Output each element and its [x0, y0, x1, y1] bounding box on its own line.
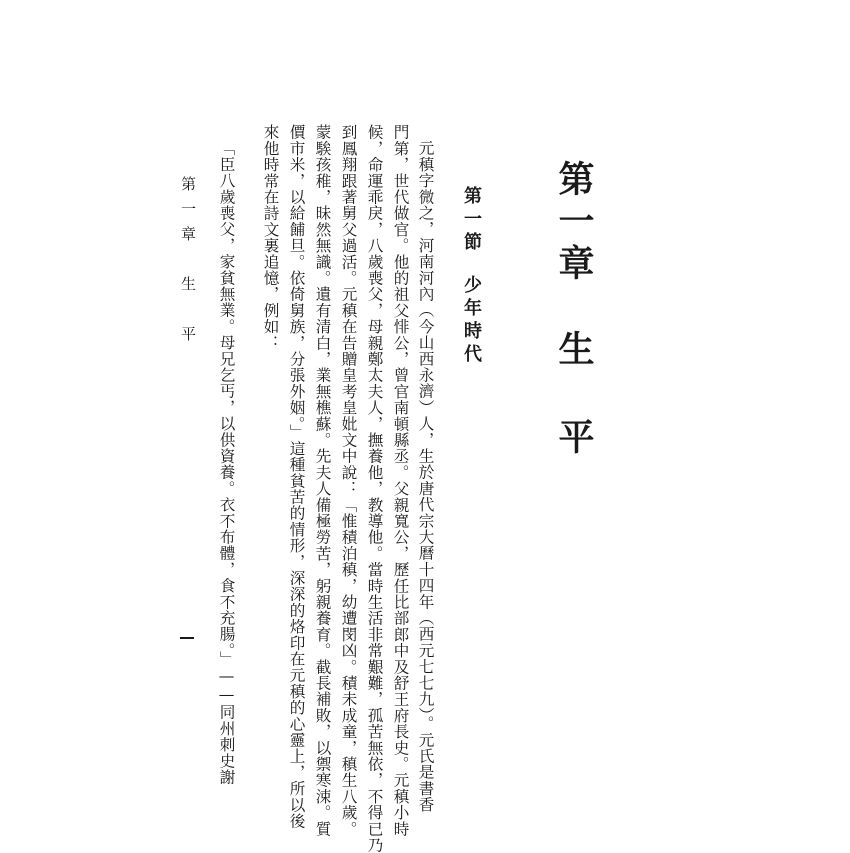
- chapter-title-word-1: 生: [553, 330, 595, 372]
- running-head: 第一章 生 平: [179, 176, 197, 351]
- body-column-7: 來他時常在詩文裏追憶，例如：: [261, 124, 280, 351]
- section-name: 少年時代: [461, 275, 482, 367]
- page-number: [180, 637, 194, 639]
- body-column-3: 候，命運乖戾，八歲喪父，母親鄭太夫人，撫養他，教導他。當時生活非常艱難，孤苦無依，不得已乃: [365, 124, 384, 853]
- chapter-title: [553, 160, 595, 460]
- body-column-4: 到鳳翔跟著舅父過活。元稹在告贈皇考皇妣文中說：「惟積泊稹，幼遭閔凶。積未成童，稹生八歲。: [339, 124, 358, 837]
- body-column-1: 元稹字微之，河南河內（今山西永濟）人，生於唐代宗大曆十四年（西元七七九）。元氏是書香: [416, 140, 435, 813]
- quote-column: 「臣八歲喪父，家貧無業。母兄乞丐，以供資養。衣不布體，食不充腸。」——同州刺史謝: [217, 140, 236, 785]
- body-column-6: 價市米，以給餔旦。依倚舅族，分張外姻。」這種貧苦的情形，深深的烙印在元稹的心靈上，所以後: [287, 124, 306, 829]
- section-title: [462, 186, 480, 367]
- chapter-number: 第一章: [553, 160, 595, 286]
- section-number: 第一節: [461, 186, 482, 255]
- body-column-5: 蒙騃孩稚，昧然無識。遺有清白，業無樵蘇。先夫人備極勞苦，躬親養育。截長補敗，以禦寒涑。質: [313, 124, 332, 837]
- body-column-2: 門第，世代做官。他的祖父悱公，曾官南頓縣丞。父親寬公，歷任比部郎中及舒王府長史。元稹小時: [391, 124, 410, 837]
- chapter-title-word-2: 平: [553, 418, 595, 460]
